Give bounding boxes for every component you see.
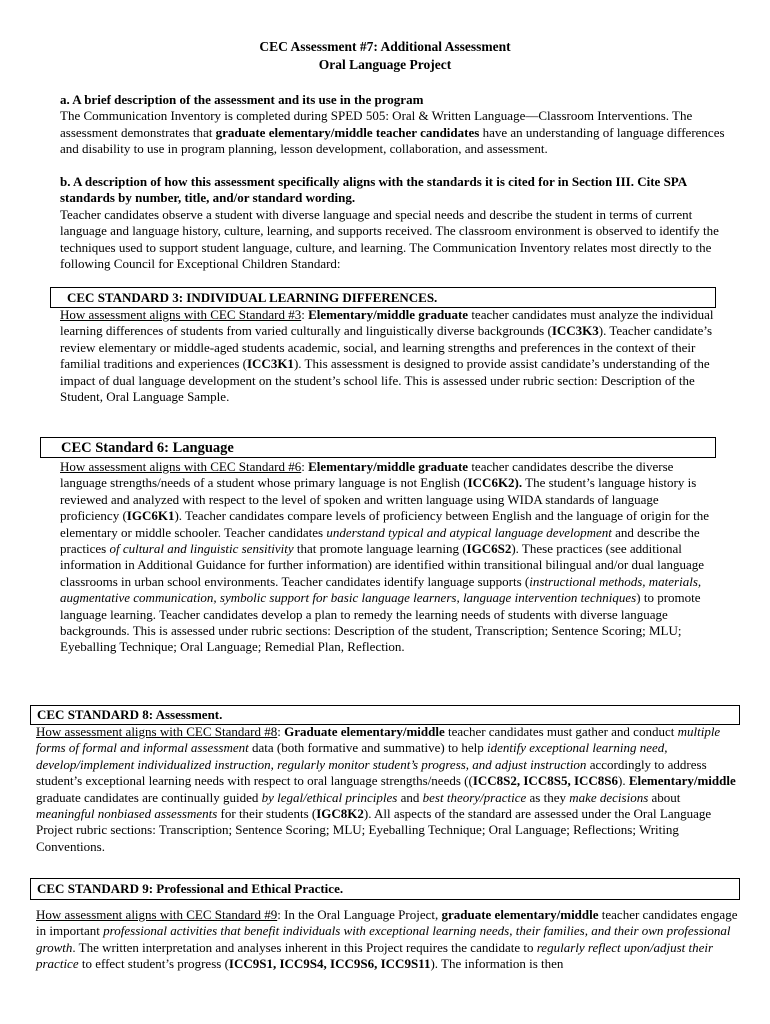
standard-8-box: CEC STANDARD 8: Assessment. <box>30 705 740 725</box>
standard-9-align-label: How assessment aligns with CEC Standard #9 <box>36 907 278 922</box>
standard-3-box: CEC STANDARD 3: INDIVIDUAL LEARNING DIFFERENCES. <box>50 287 716 308</box>
document-subtitle: Oral Language Project <box>318 57 452 72</box>
section-b-heading: b. A description of how this assessment specifically aligns with the standards it is cited for in Section III. Cite SPA standards by number, title, and/or standard wording. <box>60 174 687 206</box>
section-a-heading: a. A brief description of the assessment and its use in the program <box>60 92 424 107</box>
section-a <box>60 92 730 158</box>
standard-6-body: How assessment aligns with CEC Standard #6: Elementary/middle graduate teacher candidates describe the diverse language strengths/needs of a student whose primary language is not English (ICC6K2). The student’s language history is reviewed and analyzed with respect to the level of spoken and written language using WIDA standards of language proficiency (IGC6K1). Teacher candidates compare levels of proficiency between English and the language of origin for the elementary or middle schooler. Teacher candidates understand typical and atypical language development and describe the practices of cultural and linguistic sensitivity that promote language learning (IGC6S2). These practices (see additional information in Additional Guidance for further information) are identified within transitional bilingual and/or dual language classrooms in urban school environments. Teacher candidates identify language supports (instructional methods, materials, augmentative communication, symbolic support for basic language learners, language intervention techniques) to promote language learning. Teacher candidates develop a plan to remedy the learning needs of students with diverse language backgrounds. This is assessed under rubric sections: Description of the student, Transcription; Sentence Scoring; MLU; Eyeballing Technique; Oral Language; Remedial Plan, Reflection. <box>60 459 709 655</box>
standard-9-body: How assessment aligns with CEC Standard #9: In the Oral Language Project, graduate elementary/middle teacher candidates engage in important professional activities that benefit individuals with exceptional learning needs, their families, and their own professional growth. The written interpretation and analyses inherent in this Project requires the candidate to regularly reflect upon/adjust their practice to effect student’s progress (ICC9S1, ICC9S4, ICC9S6, ICC9S11). The information is then <box>36 907 738 972</box>
standard-6-box: CEC Standard 6: Language <box>40 437 716 458</box>
section-b <box>60 174 732 272</box>
standard-8-align-label: How assessment aligns with CEC Standard #8 <box>36 724 278 739</box>
standard-3-body: How assessment aligns with CEC Standard #3: Elementary/middle graduate teacher candidates must analyze the individual learning differences of students from varied culturally and linguistically diverse backgrounds (ICC3K3). Teacher candidate’s review elementary or middle-aged students academic, social, and learning strengths and preferences in the context of their familial traditions and experiences (ICC3K1). This assessment is designed to provide assist candidate’s understanding of the impact of dual language development on the student’s school life. This is assessed under rubric section: Description of the Student, Oral Language Sample. <box>60 307 714 405</box>
document-title: CEC Assessment #7: Additional Assessment <box>259 39 511 54</box>
standard-6-align-label: How assessment aligns with CEC Standard #6 <box>60 459 302 474</box>
standard-8-body: How assessment aligns with CEC Standard #8: Graduate elementary/middle teacher candidates must gather and conduct multiple forms of formal and informal assessment data (both formative and summative) to help identify exceptional learning need, develop/implement individualized instruction, regularly monitor student’s progress, and adjust instruction accordingly to address student’s exceptional learning needs with respect to oral language strengths/needs ((ICC8S2, ICC8S5, ICC8S6). Elementary/middle graduate candidates are continually guided by legal/ethical principles and best theory/practice as they make decisions about meaningful nonbiased assessments for their students (IGC8K2). All aspects of the standard are assessed under the Oral Language Project rubric sections: Transcription; Sentence Scoring; MLU; Eyeballing Technique; Oral Language; Reflections; Writing Conventions. <box>36 724 736 854</box>
section-b-body: Teacher candidates observe a student with diverse language and special needs and describe the student in terms of current language and language history, culture, learning, and supports received. The classroom environment is observed to identify the techniques used to support student language, culture, and learning. The Communication Inventory relates most directly to the following Council for Exceptional Children Standard: <box>60 206 719 272</box>
standard-9-box: CEC STANDARD 9: Professional and Ethical Practice. <box>30 878 740 900</box>
section-a-body: The Communication Inventory is completed during SPED 505: Oral & Written Language—Classroom Interventions. The assessment demonstrates that graduate elementary/middle teacher candidates have an understanding of language differences and disability to use in program planning, lesson development, collaboration, and assessment. <box>60 108 725 157</box>
standard-3-align-label: How assessment aligns with CEC Standard #3 <box>60 307 302 322</box>
